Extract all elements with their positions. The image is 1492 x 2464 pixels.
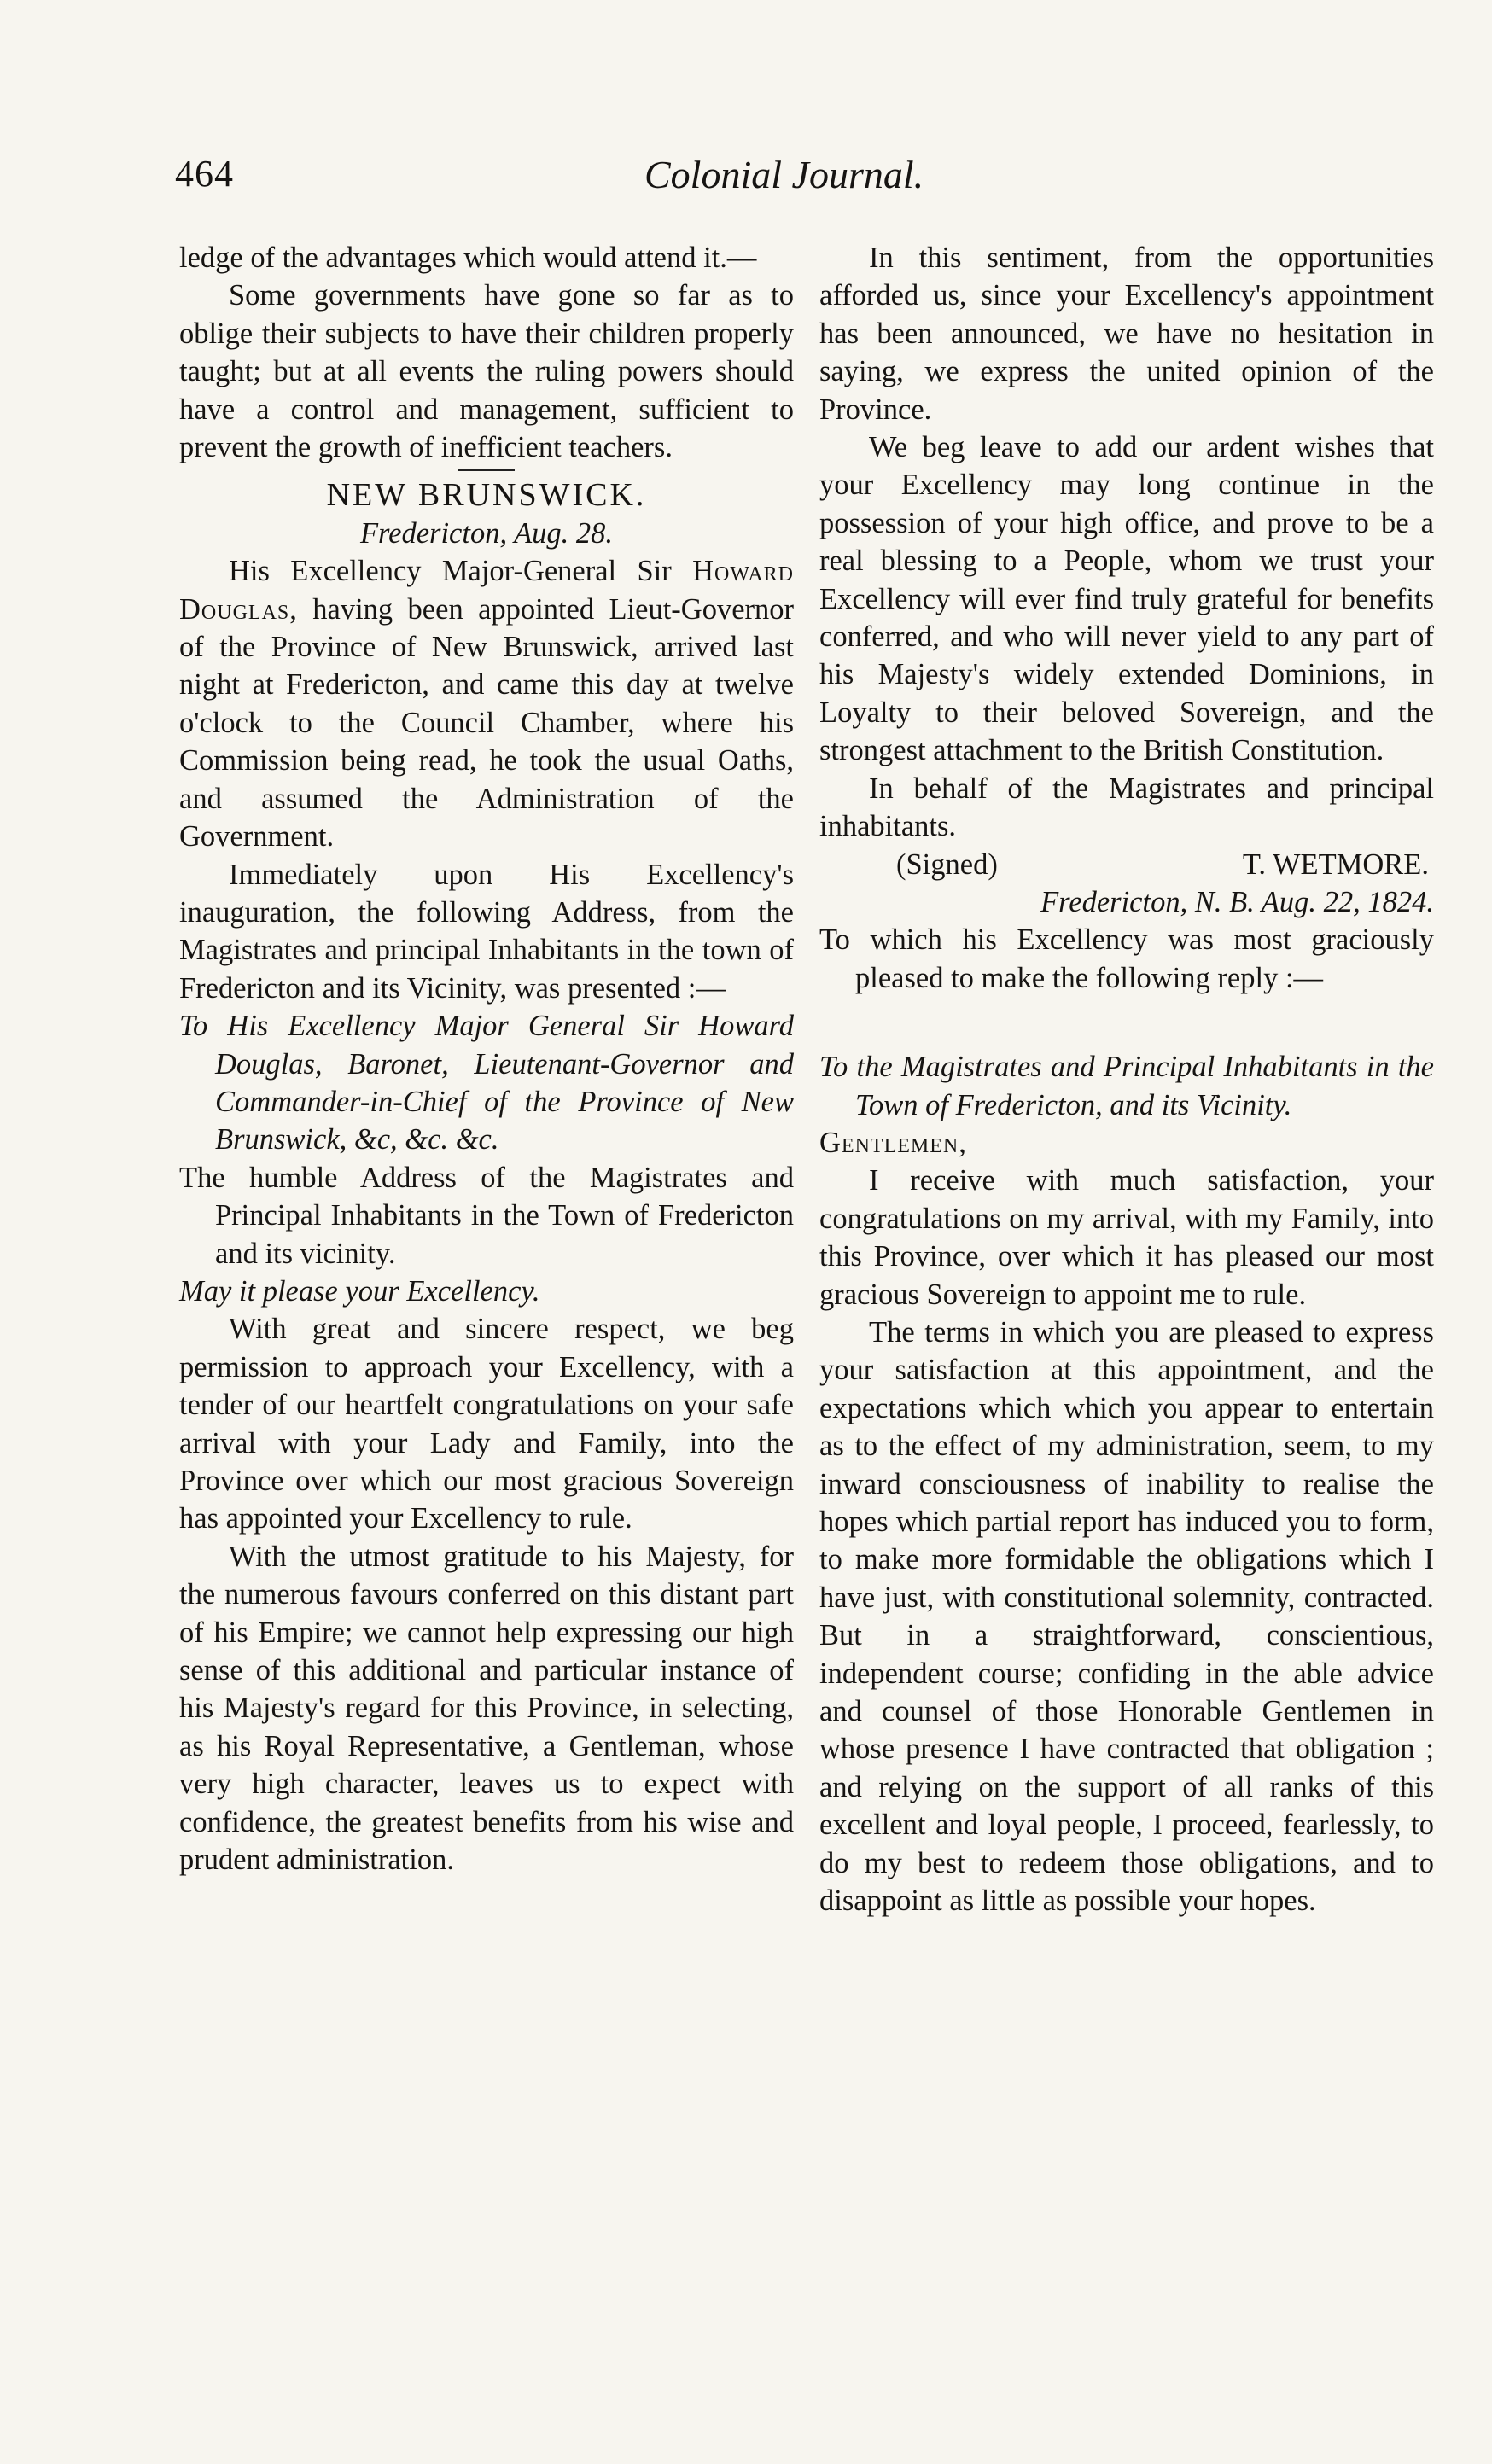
reply-salutation: Gentlemen,: [819, 1126, 967, 1159]
page-header: [0, 152, 1492, 212]
signature-line: [819, 846, 1434, 883]
paragraph-terms: The terms in which you are pleased to express your satisfaction at this appointment, and the expectations which which you appear to entertain as to the effect of my administration, seem, to my inward consciousness of inability to realise the hopes which partial report has induced you to form, to make more formidable the obligations which I have just, with constitutional solemnity, contracted. But in a straightforward, conscientious, independent course; confiding in the able advice and counsel of those Honorable Gentlemen in whose presence I have contracted that obligation ; and relying on the support of all ranks of this excellent and loyal people, I proceed, fearlessly, to do my best to redeem those obligations, and to disappoint as little as possible your hopes.: [819, 1315, 1434, 1918]
right-column: [819, 239, 1434, 1919]
signed-label: (Signed): [896, 848, 998, 881]
arrival-rest: having been appointed Lieut-Governor of the Province of New Brunswick, arrived last night at Fredericton, and came this day at twelve o'clock to the Council Chamber, where his Commission being read, he took the usual Oaths, and assumed the Administration of the Government.: [179, 592, 794, 853]
paragraph-inauguration: Immediately upon His Excellency's inauguration, the following Address, from the Magistrates and principal Inhabitants in the town of Fredericton and its Vicinity, was presented :—: [179, 858, 794, 1005]
page-number: 464: [175, 153, 234, 195]
paragraph-sentiment: In this sentiment, from the opportunities afforded us, since your Excellency's appointment has been announced, we have no hesitation in saying, we express the united opinion of the Province.: [819, 242, 1434, 426]
arrival-lead: His Excellency Major-General Sir: [229, 555, 672, 588]
paragraph-gratitude: With the utmost gratitude to his Majesty, for the numerous favours conferred on this distant part of his Empire; we cannot help expressing our high sense of this additional and particular instance of his Majesty's regard for this Province, in selecting, as his Royal Representative, a Gentleman, whose very high character, leaves us to expect with confidence, the greatest benefits from his wise and prudent administration.: [179, 1540, 794, 1877]
signature-date: Fredericton, N. B. Aug. 22, 1824.: [1040, 885, 1434, 918]
paragraph-governments: Some governments have gone so far as to oblige their subjects to have their children properly taught; but at all events the ruling powers should have a control and management, sufficient to prevent the growth of inefficient teachers.: [179, 279, 794, 464]
signer-name: T. WETMORE.: [1242, 848, 1429, 881]
running-title: Colonial Journal.: [644, 153, 924, 196]
paragraph-continued: ledge of the advantages which would attend it.—: [179, 242, 757, 274]
governor-name: Howard Douglas,: [179, 555, 794, 626]
section-heading: NEW BRUNSWICK.: [326, 477, 647, 514]
paragraph-behalf: In behalf of the Magistrates and principal inhabitants.: [819, 772, 1434, 843]
left-column: [179, 239, 794, 1879]
paragraph-reply-intro: To which his Excellency was most graciously pleased to make the following reply :—: [819, 923, 1434, 994]
address-salutation: May it please your Excellency.: [179, 1274, 540, 1308]
paragraph-wishes: We beg leave to add our ardent wishes that your Excellency may long continue in the possession of your high office, and prove to be a real blessing to a People, whom we trust your Excellency will ever find truly grateful for benefits conferred, and who will never yield to any part of his Majesty's widely extended Dominions, in Loyalty to their beloved Sovereign, and the strongest attachment to the British Constitution.: [819, 431, 1434, 767]
address-recipient: To His Excellency Major General Sir Howard Douglas, Baronet, Lieutenant-Governor and Commander-in-Chief of the Province of New Brunswick, &c, &c. &c.: [179, 1010, 794, 1156]
spacer: [819, 997, 1434, 1048]
section-divider: [179, 466, 794, 476]
address-title: The humble Address of the Magistrates and Principal Inhabitants in the Town of Fredericton and its vicinity.: [179, 1161, 794, 1270]
paragraph-respect: With great and sincere respect, we beg permission to approach your Excellency, with a tender of our heartfelt congratulations on your safe arrival with your Lady and Family, into the Province over which our most gracious Sovereign has appointed your Excellency to rule.: [179, 1313, 794, 1535]
paragraph-satisfaction: I receive with much satisfaction, your congratulations on my arrival, with my Family, into this Province, over which it has pleased our most gracious Sovereign to appoint me to rule.: [819, 1164, 1434, 1311]
dateline: Fredericton, Aug. 28.: [359, 516, 614, 550]
reply-recipient: To the Magistrates and Principal Inhabitants in the Town of Fredericton, and its Vicinity.: [819, 1051, 1434, 1121]
paragraph-arrival: [179, 552, 794, 855]
